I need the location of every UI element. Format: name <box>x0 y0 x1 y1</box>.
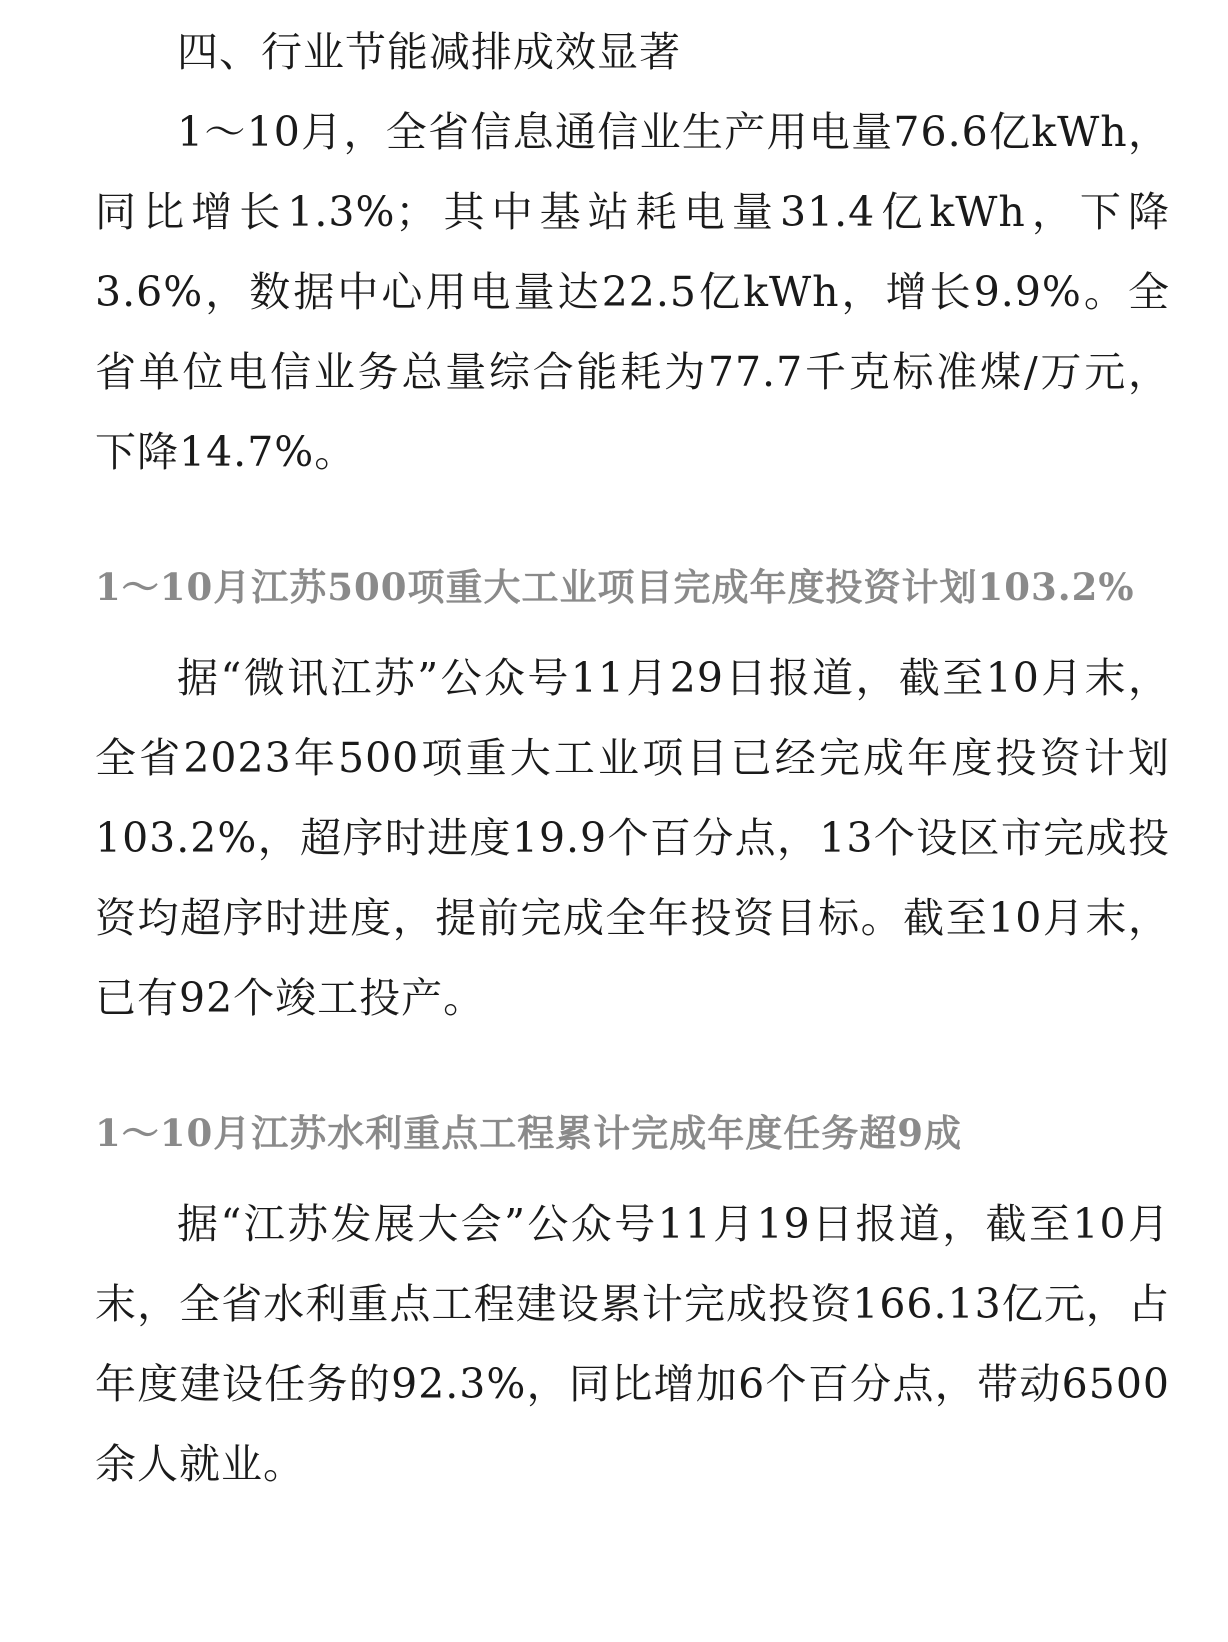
article-title-investment: 1～10月江苏500项重大工业项目完成年度投资计划103.2% <box>95 565 1135 609</box>
article-title-water: 1～10月江苏水利重点工程累计完成年度任务超9成 <box>95 1111 962 1155</box>
article-paragraph-investment: 据“微讯江苏”公众号11月29日报道，截至10月末，全省2023年500项重大工业项目已经完成年度投资计划103.2%，超序时进度19.9个百分点，13个设区市完成投资均超序时进度，提前完成全年投资目标。截至10月末，已有92个竣工投产。 <box>95 654 1170 1022</box>
spacer <box>95 492 1170 562</box>
document-page <box>95 18 1170 1504</box>
spacer <box>95 1038 1170 1108</box>
spacer <box>95 612 1170 638</box>
spacer <box>95 1158 1170 1184</box>
article-paragraph-water: 据“江苏发展大会”公众号11月19日报道，截至10月末，全省水利重点工程建设累计完成投资166.13亿元，占年度建设任务的92.3%，同比增加6个百分点，带动6500余人就业。 <box>95 1200 1170 1488</box>
section-paragraph: 1～10月，全省信息通信业生产用电量76.6亿kWh，同比增长1.3%；其中基站耗电量31.4亿kWh，下降3.6%，数据中心用电量达22.5亿kWh，增长9.9%。全省单位电信业务总量综合能耗为77.7千克标准煤/万元，下降14.7%。 <box>95 108 1170 476</box>
section-heading: 四、行业节能减排成效显著 <box>177 28 681 76</box>
